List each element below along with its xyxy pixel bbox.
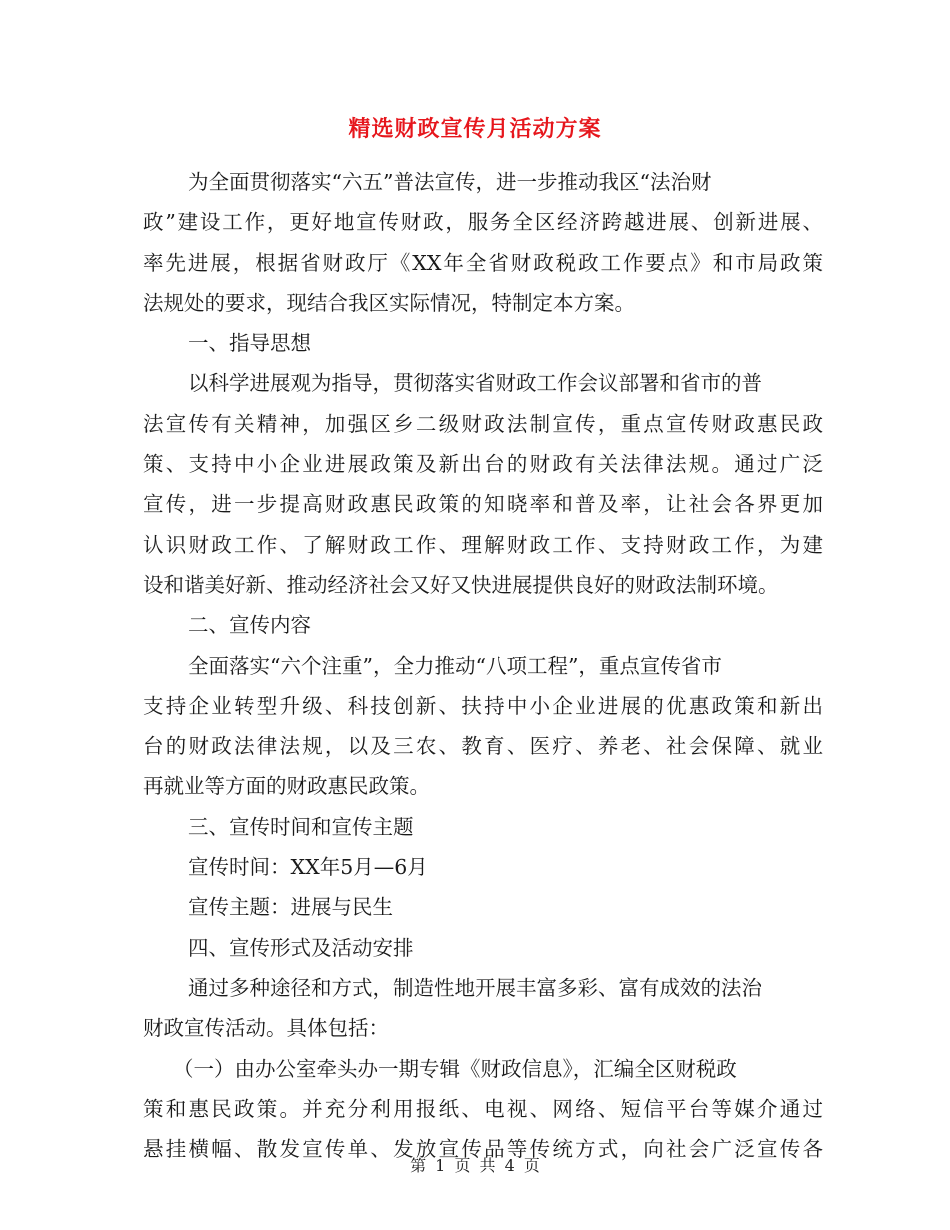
paragraph-line: 以科学进展观为指导，贯彻落实省财政工作会议部署和省市的普 (188, 371, 762, 396)
paragraph-line: 法宣传有关精神，加强区乡二级财政法制宣传，重点宣传财政惠民政 (143, 411, 823, 436)
section-heading: 三、宣传时间和宣传主题 (188, 814, 414, 839)
paragraph-line: 宣传，进一步提高财政惠民政策的知晓率和普及率，让社会各界更加 (143, 492, 823, 517)
paragraph-line: 再就业等方面的财政惠民政策。 (143, 774, 430, 799)
paragraph-line: 宣传主题：进展与民生 (188, 895, 393, 920)
document-title: 精选财政宣传月活动方案 (348, 116, 602, 142)
paragraph-line: 财政宣传活动。具体包括： (143, 1016, 389, 1041)
paragraph-line: 为全面贯彻落实“六五”普法宣传，进一步推动我区“法治财 (188, 170, 712, 194)
paragraph-line: （一）由办公室牵头办一期专辑《财政信息》，汇编全区财税政 (173, 1056, 737, 1081)
paragraph-line: 设和谐美好新、推动经济社会又好又快进展提供良好的财政法制环境。 (143, 572, 779, 597)
section-heading: 二、宣传内容 (188, 613, 311, 638)
paragraph-line: 通过多种途径和方式，制造性地开展丰富多彩、富有成效的法治 (188, 975, 762, 1000)
page-number-footer: 第 1 页 共 4 页 (410, 1156, 540, 1175)
paragraph-line: 台的财政法律法规，以及三农、教育、医疗、养老、社会保障、就业 (143, 734, 823, 759)
paragraph-line: 认识财政工作、了解财政工作、理解财政工作、支持财政工作，为建 (143, 532, 823, 557)
paragraph-line: 策、支持中小企业进展政策及新出台的财政有关法律法规。通过广泛 (143, 452, 823, 477)
paragraph-line: 策和惠民政策。并充分利用报纸、电视、网络、短信平台等媒介通过 (143, 1096, 823, 1121)
section-heading: 四、宣传形式及活动安排 (188, 935, 414, 960)
paragraph-line: 率先进展，根据省财政厅《XX年全省财政税政工作要点》和市局政策 (143, 250, 823, 275)
paragraph-line: 宣传时间：XX年5月—6月 (188, 855, 428, 880)
paragraph-line: 法规处的要求，现结合我区实际情况，特制定本方案。 (143, 290, 635, 315)
document-body (143, 162, 823, 1169)
paragraph-line: 政”建设工作，更好地宣传财政，服务全区经济跨越进展、创新进展、 (143, 210, 823, 235)
paragraph-line: 全面落实“六个注重”，全力推动“八项工程”，重点宣传省市 (188, 653, 722, 678)
paragraph-line: 支持企业转型升级、科技创新、扶持中小企业进展的优惠政策和新出 (143, 693, 823, 718)
paragraph-line: 悬挂横幅、散发宣传单、发放宣传品等传统方式，向社会广泛宣传各 (143, 1137, 823, 1162)
section-heading: 一、指导思想 (188, 331, 311, 356)
